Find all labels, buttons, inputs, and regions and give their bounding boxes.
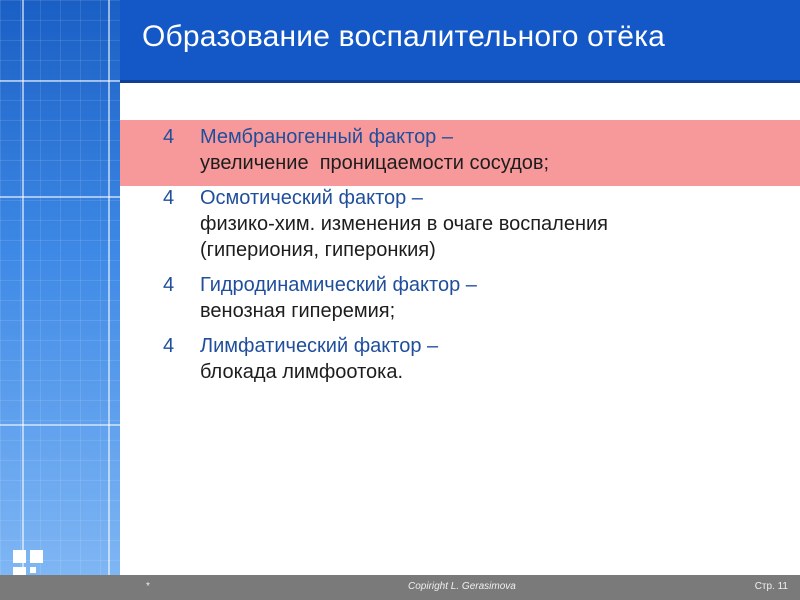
bullet-marker: 4 <box>163 126 175 148</box>
bullet-item-hydrodynamic <box>163 272 783 324</box>
sidebar-decoration <box>0 0 120 575</box>
bullet-item-membranogenic <box>163 124 783 176</box>
bullet-description: блокада лимфоотока. <box>200 361 404 383</box>
bullet-description: венозная гиперемия; <box>200 300 396 322</box>
bullet-heading: Мембраногенный фактор – <box>200 126 453 148</box>
footer-copyright: Copiright L. Gerasimova <box>408 581 516 592</box>
sidebar-horizontal-line <box>0 424 120 426</box>
bullet-heading: Гидродинамический фактор – <box>200 274 477 296</box>
sidebar-horizontal-line <box>0 196 120 198</box>
bullet-marker: 4 <box>163 335 175 357</box>
footer-date-placeholder: * <box>146 581 150 592</box>
bullet-list <box>163 124 783 394</box>
bullet-description: физико-хим. изменения в очаге воспаления (гипериония, гиперонкия) <box>200 213 609 261</box>
title-bar <box>120 0 800 80</box>
slide-title: Образование воспалительного отёка <box>142 20 666 53</box>
footer-bar <box>0 575 800 600</box>
bullet-description: увеличение проницаемости сосудов; <box>200 152 550 174</box>
bullet-marker: 4 <box>163 187 175 209</box>
bullet-heading: Лимфатический фактор – <box>200 335 439 357</box>
sidebar-vertical-line <box>108 0 110 575</box>
sidebar-horizontal-line <box>0 80 120 82</box>
bullet-item-lymphatic <box>163 333 783 385</box>
bullet-marker: 4 <box>163 274 175 296</box>
sidebar-vertical-line <box>22 0 24 575</box>
bullet-heading: Осмотический фактор – <box>200 187 423 209</box>
footer-page-number: Стр. 11 <box>754 581 788 592</box>
title-underline <box>120 80 800 83</box>
sidebar-grid-pattern <box>0 0 120 575</box>
bullet-item-osmotic <box>163 185 783 263</box>
